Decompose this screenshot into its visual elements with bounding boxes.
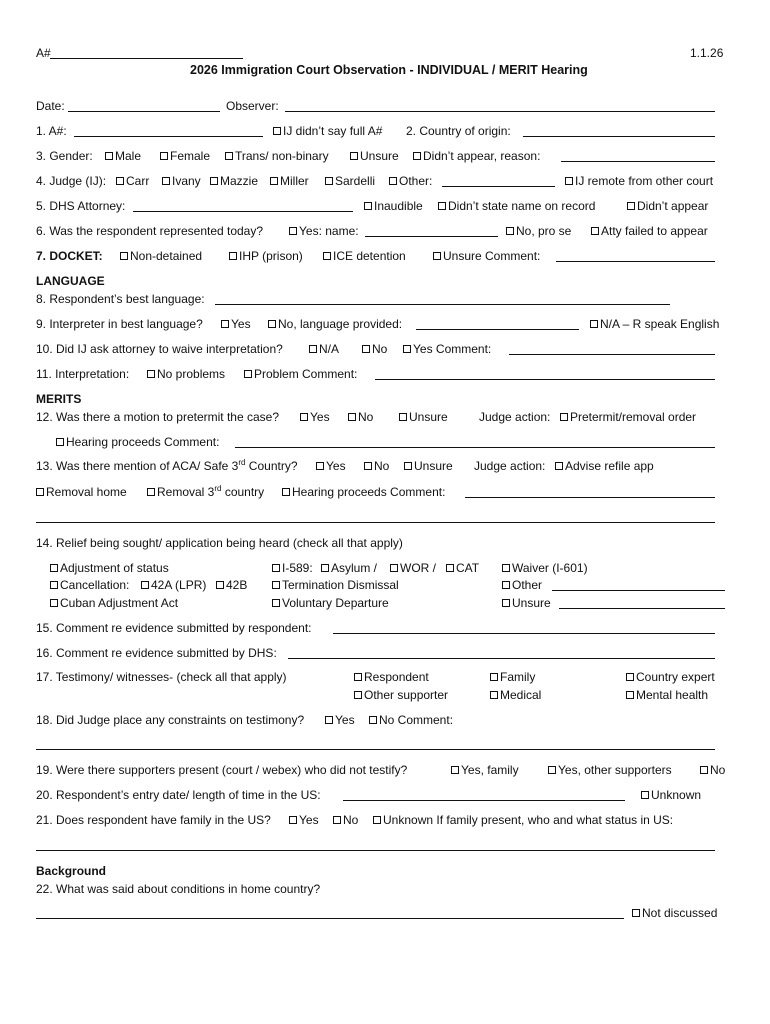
checkbox-icon[interactable] bbox=[325, 177, 333, 185]
q10-no[interactable]: No bbox=[362, 342, 387, 356]
q12-label: 12. Was there a motion to pretermit the case? bbox=[36, 410, 280, 424]
date-line[interactable] bbox=[68, 111, 220, 112]
checkbox-icon[interactable] bbox=[369, 716, 377, 724]
q14-42b[interactable]: 42B bbox=[216, 578, 247, 592]
q10-na[interactable]: N/A bbox=[309, 342, 339, 356]
q12-unsure[interactable]: Unsure bbox=[399, 410, 448, 424]
checkbox-icon[interactable] bbox=[591, 227, 599, 235]
q7-unsure[interactable]: Unsure Comment: bbox=[433, 249, 540, 263]
checkbox-icon[interactable] bbox=[50, 599, 58, 607]
checkbox-icon[interactable] bbox=[641, 791, 649, 799]
q15-label: 15. Comment re evidence submitted by respondent: bbox=[36, 621, 312, 635]
q20-label: 20. Respondent’s entry date/ length of time in the US: bbox=[36, 788, 321, 802]
checkbox-icon[interactable] bbox=[272, 564, 280, 572]
checkbox-icon[interactable] bbox=[438, 202, 446, 210]
checkbox-icon[interactable] bbox=[289, 816, 297, 824]
q5-line[interactable] bbox=[133, 211, 353, 212]
q11-noprob[interactable]: No problems bbox=[147, 367, 225, 381]
a-number-line[interactable] bbox=[50, 58, 243, 59]
checkbox-icon[interactable] bbox=[147, 370, 155, 378]
checkbox-icon[interactable] bbox=[268, 320, 276, 328]
checkbox-icon[interactable] bbox=[362, 345, 370, 353]
q10-comment-line[interactable] bbox=[509, 354, 715, 355]
q14-other[interactable]: Other bbox=[502, 578, 542, 592]
q18-label: 18. Did Judge place any constraints on testimony? bbox=[36, 713, 305, 727]
q21-yes[interactable]: Yes bbox=[289, 813, 319, 827]
q14-label: 14. Relief being sought/ application being heard (check all that apply) bbox=[36, 536, 403, 550]
q7-nondet[interactable]: Non-detained bbox=[120, 249, 202, 263]
q3-noshow[interactable]: Didn’t appear, reason: bbox=[413, 149, 540, 163]
q22-not-discussed[interactable]: Not discussed bbox=[632, 906, 717, 920]
q12-hearing[interactable]: Hearing proceeds Comment: bbox=[56, 435, 219, 449]
q14-adjust[interactable]: Adjustment of status bbox=[50, 561, 169, 575]
merits-heading: MERITS bbox=[36, 392, 82, 406]
q10-yes[interactable]: Yes Comment: bbox=[403, 342, 491, 356]
observer-line[interactable] bbox=[285, 111, 715, 112]
q14-cancel[interactable]: Cancellation: bbox=[50, 578, 129, 592]
q4-sardelli[interactable]: Sardelli bbox=[325, 174, 375, 188]
checkbox-icon[interactable] bbox=[210, 177, 218, 185]
checkbox-icon[interactable] bbox=[272, 581, 280, 589]
q4-other[interactable]: Other: bbox=[389, 174, 432, 188]
checkbox-icon[interactable] bbox=[506, 227, 514, 235]
background-heading: Background bbox=[36, 864, 107, 878]
checkbox-icon[interactable] bbox=[289, 227, 297, 235]
checkbox-icon[interactable] bbox=[389, 177, 397, 185]
language-heading: LANGUAGE bbox=[36, 274, 105, 288]
q8-line[interactable] bbox=[215, 304, 670, 305]
q15-line[interactable] bbox=[333, 633, 715, 634]
q19-other[interactable]: Yes, other supporters bbox=[548, 763, 672, 777]
checkbox-icon[interactable] bbox=[270, 177, 278, 185]
q18-comment-line[interactable] bbox=[36, 749, 715, 750]
q21-no[interactable]: No bbox=[333, 813, 358, 827]
q14-termination[interactable]: Termination Dismissal bbox=[272, 578, 399, 592]
q14-asylum[interactable]: Asylum / bbox=[321, 561, 377, 575]
q14-cuban[interactable]: Cuban Adjustment Act bbox=[50, 596, 178, 610]
checkbox-icon[interactable] bbox=[325, 716, 333, 724]
q16-label: 16. Comment re evidence submitted by DHS: bbox=[36, 646, 277, 660]
checkbox-icon[interactable] bbox=[502, 581, 510, 589]
checkbox-icon[interactable] bbox=[590, 320, 598, 328]
checkbox-icon[interactable] bbox=[433, 252, 441, 260]
checkbox-icon[interactable] bbox=[364, 202, 372, 210]
q6-atty[interactable]: Atty failed to appear bbox=[591, 224, 708, 238]
checkbox-icon[interactable] bbox=[221, 320, 229, 328]
q14-voluntary[interactable]: Voluntary Departure bbox=[272, 596, 389, 610]
checkbox-icon[interactable] bbox=[627, 202, 635, 210]
q7-comment-line[interactable] bbox=[556, 261, 715, 262]
q6-prose[interactable]: No, pro se bbox=[506, 224, 571, 238]
q4-remote[interactable]: IJ remote from other court bbox=[565, 174, 713, 188]
checkbox-icon[interactable] bbox=[555, 462, 563, 470]
checkbox-icon[interactable] bbox=[404, 462, 412, 470]
q8-label: 8. Respondent’s best language: bbox=[36, 292, 205, 306]
checkbox-icon[interactable] bbox=[216, 581, 224, 589]
q22-line[interactable] bbox=[36, 918, 624, 919]
q6-name-line[interactable] bbox=[365, 236, 498, 237]
q19-label: 19. Were there supporters present (court / webex) who did not testify? bbox=[36, 763, 408, 777]
q13-yes[interactable]: Yes bbox=[316, 459, 346, 473]
q9-yes[interactable]: Yes bbox=[221, 317, 251, 331]
q3-unsure[interactable]: Unsure bbox=[350, 149, 399, 163]
q9-no[interactable]: No, language provided: bbox=[268, 317, 402, 331]
checkbox-icon[interactable] bbox=[354, 673, 362, 681]
checkbox-icon[interactable] bbox=[272, 599, 280, 607]
q5-label: 5. DHS Attorney: bbox=[36, 199, 126, 213]
checkbox-icon[interactable] bbox=[116, 177, 124, 185]
q9-na[interactable]: N/A – R speak English bbox=[590, 317, 719, 331]
q14-lpr[interactable]: 42A (LPR) bbox=[141, 578, 206, 592]
q20-unknown[interactable]: Unknown bbox=[641, 788, 701, 802]
q5-inaudible[interactable]: Inaudible bbox=[364, 199, 423, 213]
checkbox-icon[interactable] bbox=[560, 413, 568, 421]
q21-unknown[interactable]: Unknown If family present, who and what status in US: bbox=[373, 813, 673, 827]
checkbox-icon[interactable] bbox=[316, 462, 324, 470]
checkbox-icon[interactable] bbox=[36, 488, 44, 496]
q17-mental[interactable]: Mental health bbox=[626, 688, 708, 702]
q13-label: 13. Was there mention of ACA/ Safe 3rd Country? bbox=[36, 458, 298, 473]
checkbox-icon[interactable] bbox=[413, 152, 421, 160]
checkbox-icon[interactable] bbox=[446, 564, 454, 572]
checkbox-icon[interactable] bbox=[632, 909, 640, 917]
q2-label: 2. Country of origin: bbox=[406, 124, 511, 138]
q19-no[interactable]: No bbox=[700, 763, 725, 777]
q12-no[interactable]: No bbox=[348, 410, 373, 424]
q17-label: 17. Testimony/ witnesses- (check all that apply) bbox=[36, 670, 287, 684]
q17-family[interactable]: Family bbox=[490, 670, 535, 684]
checkbox-icon[interactable] bbox=[160, 152, 168, 160]
checkbox-icon[interactable] bbox=[626, 691, 634, 699]
q13-no[interactable]: No bbox=[364, 459, 389, 473]
q9-language-line[interactable] bbox=[416, 329, 579, 330]
q3-reason-line[interactable] bbox=[561, 161, 715, 162]
q3-trans[interactable]: Trans/ non-binary bbox=[225, 149, 329, 163]
q14-wor[interactable]: WOR / bbox=[390, 561, 436, 575]
checkbox-icon[interactable] bbox=[141, 581, 149, 589]
q16-line[interactable] bbox=[288, 658, 715, 659]
checkbox-icon[interactable] bbox=[354, 691, 362, 699]
checkbox-icon[interactable] bbox=[244, 370, 252, 378]
q10-label: 10. Did IJ ask attorney to waive interpretation? bbox=[36, 342, 283, 356]
q9-label: 9. Interpreter in best language? bbox=[36, 317, 203, 331]
q5-nostate[interactable]: Didn’t state name on record bbox=[438, 199, 595, 213]
q11-label: 11. Interpretation: bbox=[36, 367, 130, 381]
checkbox-icon[interactable] bbox=[50, 564, 58, 572]
q17-respondent[interactable]: Respondent bbox=[354, 670, 429, 684]
checkbox-icon[interactable] bbox=[502, 564, 510, 572]
q4-other-line[interactable] bbox=[442, 186, 555, 187]
q4-ivany[interactable]: Ivany bbox=[162, 174, 201, 188]
q6-label: 6. Was the respondent represented today? bbox=[36, 224, 264, 238]
q13-removal-home[interactable]: Removal home bbox=[36, 485, 127, 499]
checkbox-icon[interactable] bbox=[490, 691, 498, 699]
q20-line[interactable] bbox=[343, 800, 625, 801]
q12-pretermit[interactable]: Pretermit/removal order bbox=[560, 410, 696, 424]
q13-action-label: Judge action: bbox=[474, 459, 546, 473]
observer-label: Observer: bbox=[226, 99, 279, 113]
checkbox-icon[interactable] bbox=[120, 252, 128, 260]
q13-extra-line[interactable] bbox=[36, 522, 715, 523]
checkbox-icon[interactable] bbox=[364, 462, 372, 470]
q17-other[interactable]: Other supporter bbox=[354, 688, 448, 702]
checkbox-icon[interactable] bbox=[403, 345, 411, 353]
q2-line[interactable] bbox=[523, 136, 715, 137]
q1-line[interactable] bbox=[74, 136, 263, 137]
checkbox-icon[interactable] bbox=[300, 413, 308, 421]
q11-prob[interactable]: Problem Comment: bbox=[244, 367, 357, 381]
checkbox-icon[interactable] bbox=[309, 345, 317, 353]
q3-male[interactable]: Male bbox=[105, 149, 141, 163]
q14-i589[interactable]: I-589: bbox=[272, 561, 313, 575]
checkbox-icon[interactable] bbox=[105, 152, 113, 160]
q3-female[interactable]: Female bbox=[160, 149, 210, 163]
q6-yes[interactable]: Yes: name: bbox=[289, 224, 359, 238]
checkbox-icon[interactable] bbox=[399, 413, 407, 421]
q11-comment-line[interactable] bbox=[375, 379, 715, 380]
checkbox-icon[interactable] bbox=[162, 177, 170, 185]
checkbox-icon[interactable] bbox=[147, 488, 155, 496]
q7-label: 7. DOCKET: bbox=[36, 249, 103, 263]
q12-yes[interactable]: Yes bbox=[300, 410, 330, 424]
q12-action-label: Judge action: bbox=[479, 410, 551, 424]
q13-removal-third[interactable]: Removal 3rd country bbox=[147, 485, 264, 499]
q4-miller[interactable]: Miller bbox=[270, 174, 309, 188]
q4-mazzie[interactable]: Mazzie bbox=[210, 174, 258, 188]
checkbox-icon[interactable] bbox=[490, 673, 498, 681]
q12-comment-line[interactable] bbox=[235, 447, 715, 448]
q14-unsure-line[interactable] bbox=[559, 608, 725, 609]
checkbox-icon[interactable] bbox=[348, 413, 356, 421]
q14-cat[interactable]: CAT bbox=[446, 561, 479, 575]
q14-waiver[interactable]: Waiver (I-601) bbox=[502, 561, 588, 575]
checkbox-icon[interactable] bbox=[229, 252, 237, 260]
checkbox-icon[interactable] bbox=[273, 127, 281, 135]
q22-label: 22. What was said about conditions in home country? bbox=[36, 882, 321, 896]
checkbox-icon[interactable] bbox=[700, 766, 708, 774]
q13-comment-line[interactable] bbox=[465, 497, 715, 498]
q14-unsure[interactable]: Unsure bbox=[502, 596, 551, 610]
q19-family[interactable]: Yes, family bbox=[451, 763, 519, 777]
checkbox-icon[interactable] bbox=[225, 152, 233, 160]
version-number: 1.1.26 bbox=[690, 46, 724, 60]
q4-label: 4. Judge (IJ): bbox=[36, 174, 107, 188]
checkbox-icon[interactable] bbox=[282, 488, 290, 496]
q5-noappear[interactable]: Didn’t appear bbox=[627, 199, 708, 213]
q21-label: 21. Does respondent have family in the US? bbox=[36, 813, 271, 827]
q7-ice[interactable]: ICE detention bbox=[323, 249, 406, 263]
checkbox-icon[interactable] bbox=[321, 564, 329, 572]
q21-family-line[interactable] bbox=[36, 850, 715, 851]
q1-ij-option[interactable]: IJ didn’t say full A# bbox=[273, 124, 382, 138]
q17-expert[interactable]: Country expert bbox=[626, 670, 715, 684]
a-number-label: A# bbox=[36, 46, 51, 60]
q18-yes[interactable]: Yes bbox=[325, 713, 355, 727]
checkbox-icon[interactable] bbox=[502, 599, 510, 607]
q17-medical[interactable]: Medical bbox=[490, 688, 541, 702]
page-title: 2026 Immigration Court Observation - INDIVIDUAL / MERIT Hearing bbox=[190, 63, 588, 77]
checkbox-icon[interactable] bbox=[50, 581, 58, 589]
q7-ihp[interactable]: IHP (prison) bbox=[229, 249, 303, 263]
q3-label: 3. Gender: bbox=[36, 149, 93, 163]
q4-carr[interactable]: Carr bbox=[116, 174, 149, 188]
q13-unsure[interactable]: Unsure bbox=[404, 459, 453, 473]
q18-no[interactable]: No Comment: bbox=[369, 713, 453, 727]
checkbox-icon[interactable] bbox=[350, 152, 358, 160]
checkbox-icon[interactable] bbox=[548, 766, 556, 774]
checkbox-icon[interactable] bbox=[390, 564, 398, 572]
checkbox-icon[interactable] bbox=[565, 177, 573, 185]
q13-refile[interactable]: Advise refile app bbox=[555, 459, 654, 473]
checkbox-icon[interactable] bbox=[373, 816, 381, 824]
date-label: Date: bbox=[36, 99, 65, 113]
checkbox-icon[interactable] bbox=[451, 766, 459, 774]
checkbox-icon[interactable] bbox=[626, 673, 634, 681]
checkbox-icon[interactable] bbox=[56, 438, 64, 446]
q14-other-line[interactable] bbox=[552, 590, 725, 591]
checkbox-icon[interactable] bbox=[333, 816, 341, 824]
q13-hearing[interactable]: Hearing proceeds Comment: bbox=[282, 485, 445, 499]
checkbox-icon[interactable] bbox=[323, 252, 331, 260]
q1-label: 1. A#: bbox=[36, 124, 67, 138]
